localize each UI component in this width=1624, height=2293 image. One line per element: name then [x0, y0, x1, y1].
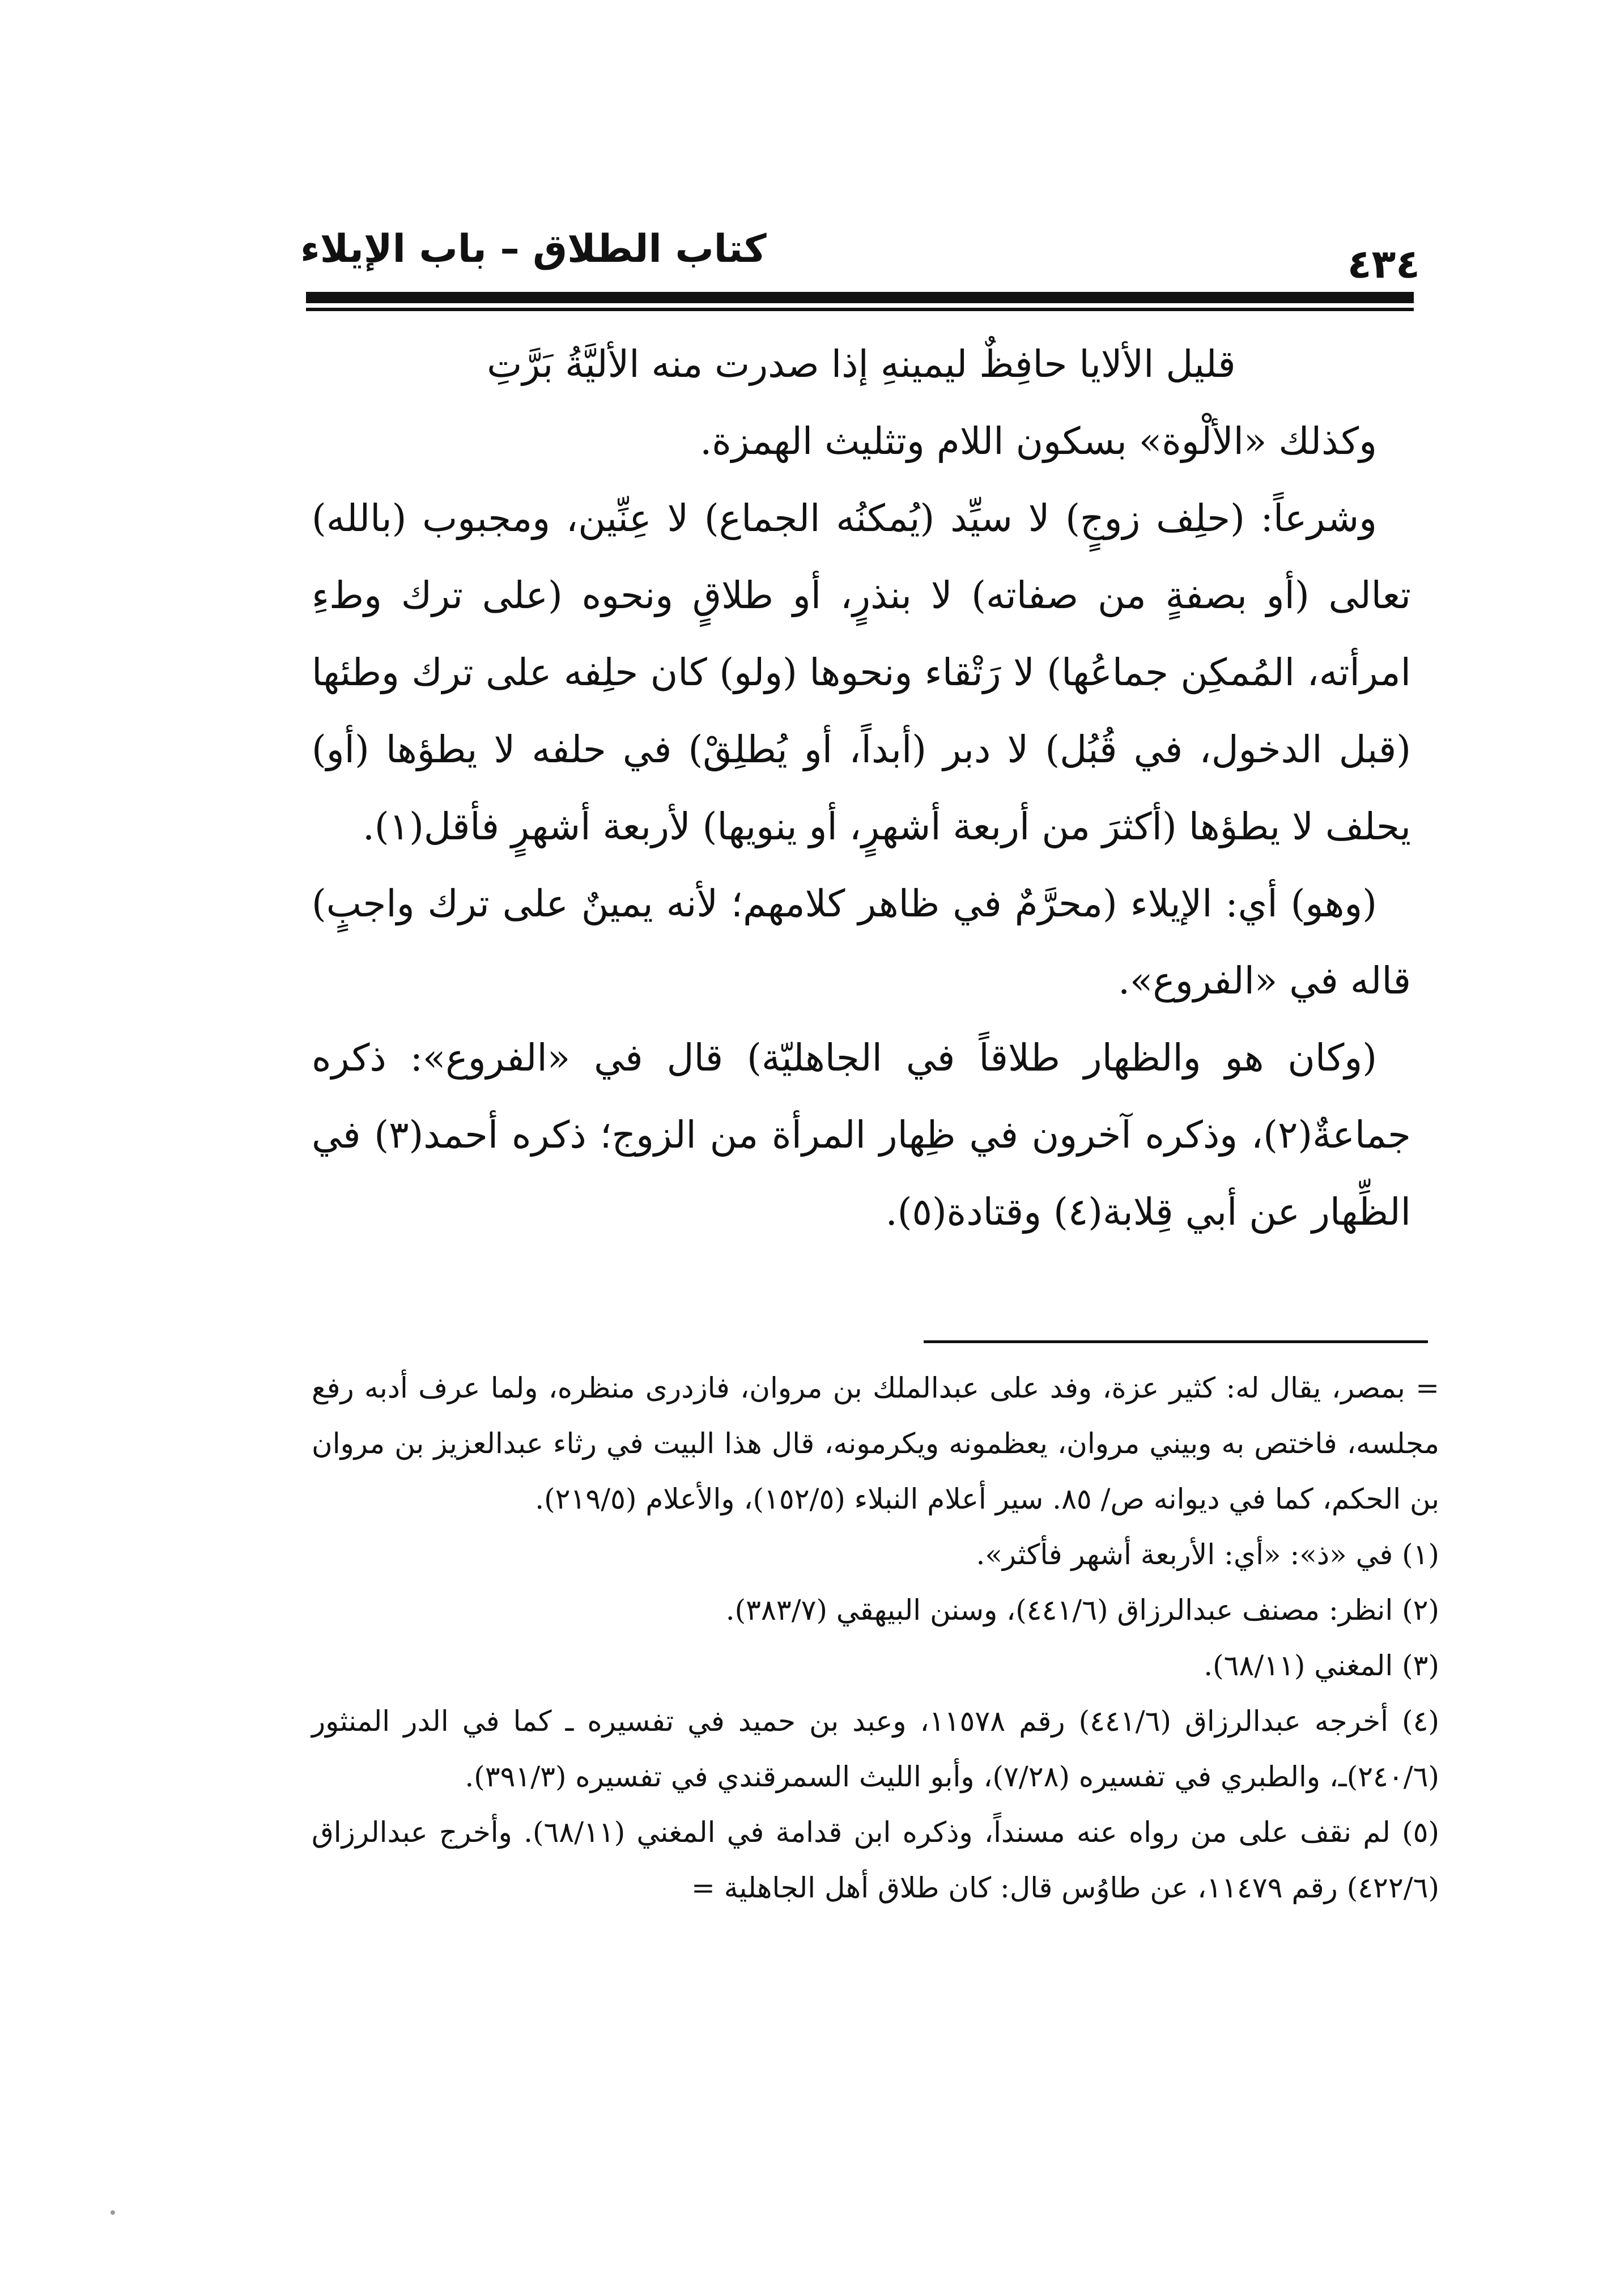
footnote-continuation: = بمصر، يقال له: كثير عزة، وفد على عبدالملك بن مروان، فازدرى منظره، ولما عرف أدبه رفع مجلسه، فاختص به وبيني مروان، يعظمونه ويكرمونه، قال هذا البيت في رثاء عبدالعزيز بن مروان بن الحكم، كما في ديوانه ص/ ٨٥. سير أعلام النبلاء (١٥٢/٥)، والأعلام (٢١٩/٥).	[312, 1371, 1439, 1515]
footnote-5: (٥) لم نقف على من رواه عنه مسنداً، وذكره ابن قدامة في المغني (٦٨/١١). وأخرج عبدالرزاق (٤٢٢/٦) رقم ١١٤٧٩، عن طاوُس قال: كان طلاق أهل الجاهلية =	[312, 1816, 1439, 1904]
poetry-verse: قليل الألايا حافِظٌ ليمينهِ إذا صدرت منه الأليَّةُ بَرَّتِ	[487, 342, 1236, 386]
footnotes	[312, 1360, 1439, 1916]
main-text	[312, 326, 1411, 1251]
footnote-4: (٤) أخرجه عبدالرزاق (٤٤١/٦) رقم ١١٥٧٨، وعبد بن حميد في تفسيره ـ كما في الدر المنثور (٢٤٠/٦)ـ، والطبري في تفسيره (٧/٢٨)، وأبو الليث السمرقندي في تفسيره (٣٩١/٣).	[312, 1705, 1439, 1793]
footnote-separator	[924, 1340, 1428, 1343]
paragraph-ruling: (وهو) أي: الإيلاء (محرَّمٌ في ظاهر كلامهم؛ لأنه يمينٌ على ترك واجبٍ) قاله في «الفروع».	[312, 882, 1411, 1003]
running-header-title: كتاب الطلاق – باب الإيلاء	[300, 227, 767, 271]
footnote-1: (١) في «ذ»: «أي: الأربعة أشهر فأكثر».	[976, 1538, 1439, 1571]
paragraph-alua: وكذلك «الألْوة» بسكون اللام وتثليث الهمزة.	[700, 419, 1377, 463]
header-rule-thick	[306, 292, 1414, 303]
footnote-2: (٢) انظر: مصنف عبدالرزاق (٤٤١/٦)، وسنن البيهقي (٣٨٣/٧).	[725, 1594, 1439, 1627]
page-number: ٤٣٤	[1347, 241, 1420, 287]
header-rule-thin	[306, 308, 1414, 311]
scan-speck	[110, 2210, 115, 2215]
footnote-3: (٣) المغني (٦٨/١١).	[1204, 1649, 1439, 1682]
paragraph-zihar: (وكان هو والظهار طلاقاً في الجاهليّة) قال في «الفروع»: ذكره جماعةٌ(٢)، وذكره آخرون في ظِهار المرأة من الزوج؛ ذكره أحمد(٣) في الظِّهار عن أبي قِلابة(٤) وقتادة(٥).	[312, 1036, 1411, 1234]
paragraph-definition: وشرعاً: (حلِف زوجٍ) لا سيِّد (يُمكنُه الجماع) لا عِنِّين، ومجبوب (بالله) تعالى (أو بصفةٍ من صفاته) لا بنذرٍ، أو طلاقٍ ونحوه (على ترك وطءِ امرأته، المُمكِن جماعُها) لا رَتْقاء ونحوها (ولو) كان حلِفه على ترك وطئها (قبل الدخول، في قُبُل) لا دبر (أبداً، أو يُطلِقْ) في حلفه لا يطؤها (أو) يحلف لا يطؤها (أكثرَ من أربعة أشهرٍ، أو ينويها) لأربعة أشهرٍ فأقل(١).	[312, 496, 1411, 848]
